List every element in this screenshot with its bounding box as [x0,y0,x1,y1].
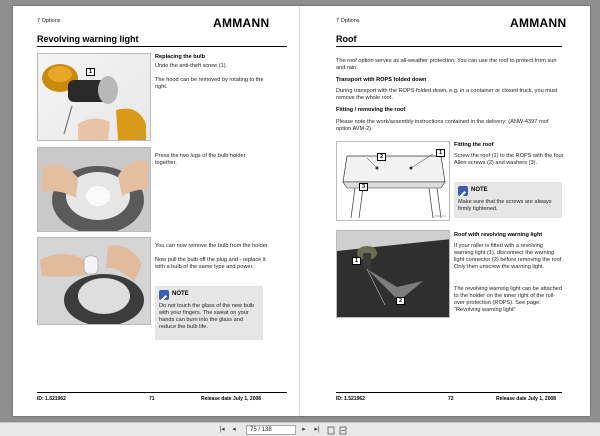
callout-1: 1 [436,149,445,157]
ammann-logo: AMMANN [213,16,270,30]
warning-light-illustration [337,231,450,318]
fitting-heading: Fitting / removing the roof [336,107,406,113]
footer-id: ID: 1.521962 [37,396,66,402]
callout-2: 2 [396,297,405,305]
bulb-holder-illustration [38,148,151,232]
chapter-label: 7 Options [37,18,61,24]
footer-release-date: Release date July 1, 2008 [201,396,262,402]
page-71 [13,6,303,416]
photo-bulb-hood: VSB0001 1 [37,53,151,141]
note-box [155,286,263,340]
step-undo-screw: Undo the anti-theft screw (1). [155,63,228,69]
page-number-input[interactable]: 75 / 138 [246,425,296,435]
footer-rule [37,392,287,393]
step-remove-hood: The hood can be removed by rotating to the right. [155,77,264,90]
roof-light-text-2: The revolving warning light can be attached to the holder on the inner right of the roll-over protection (ROPS). See page: "Revolving warning light" [454,286,562,313]
callout-1: 1 [86,68,95,76]
callout-1: 1 [352,257,361,265]
roof-intro: The roof option serves as all-weather protection. You can use the roof to protect from sun and rain. [336,58,557,71]
title-rule [336,46,562,47]
note-box [454,182,562,218]
roof-warning-light-photo [336,230,450,318]
page-title: Revolving warning light [37,34,139,44]
transport-heading: Transport with ROPS folded down [336,77,427,83]
photo-bulb-removal [37,237,151,325]
roof-light-text-1: If your roller is fitted with a revolving warning light (1), disconnect the warning light connector (2) before removing the roof. Only then unscrew the warning light. [454,243,563,270]
footer-page-number: 71 [149,396,155,402]
previous-page-icon[interactable]: ◂ [232,426,236,433]
fit-page-icon[interactable] [326,425,336,435]
first-page-icon[interactable]: |◂ [219,426,225,433]
footer-id: ID: 1.521962 [336,396,365,402]
replacing-heading: Replacing the bulb [155,54,206,60]
roof-light-heading: Roof with revolving warning light [454,232,543,238]
next-page-icon[interactable]: ▸ [302,426,306,433]
step-replace-bulb: Now pull the bulb off the plug and - replace it with a bulb of the same type and power. [155,257,266,270]
fitting-roof-text: Screw the roof (1) to the ROPS with the four Allen screws (2) and washers (3). [454,153,564,166]
bulb-removal-illustration [38,238,151,325]
fitting-text: Please note the work/assembly instructions contained in the delivery: (ANW-4397 roof option AVM-2). [336,119,549,132]
pencil-icon [458,186,468,196]
ammann-logo: AMMANN [510,16,567,30]
roof-diagram: 1 2 3 VSB0001 [336,141,450,221]
title-rule [37,46,287,47]
footer-page-number: 72 [448,396,454,402]
page-72 [300,6,590,416]
note-heading: NOTE [172,291,189,297]
last-page-icon[interactable]: ▸| [314,426,320,433]
note-heading: NOTE [471,187,488,193]
note-text: Do not touch the glass of the new bulb with your fingers. The sweat on your hands can burn into the glass and reduce the bulb life. [159,303,255,330]
viewer-toolbar [0,422,600,436]
photo-bulb-holder [37,147,151,232]
callout-2: 2 [377,153,386,161]
roof-drawing [337,142,450,221]
callout-3: 3 [359,183,368,191]
transport-text: During transport with the ROPS folded down, e.g. in a container or closed truck, you must remove the whole roof. [336,88,558,101]
page-title: Roof [336,34,357,44]
footer-rule [336,392,562,393]
fit-width-icon[interactable] [338,425,348,435]
chapter-label: 7 Options [336,18,360,24]
note-text: Make sure that the screws are always firmly tightened. [458,199,552,212]
step-remove-bulb: You can now remove the bulb from the holder. [155,243,269,249]
footer-release-date: Release date July 1, 2008 [496,396,557,402]
fitting-roof-heading: Fitting the roof [454,142,494,148]
step-press-lugs: Press the two lugs of the bulb holder together. [155,153,246,166]
pencil-icon [159,290,169,300]
